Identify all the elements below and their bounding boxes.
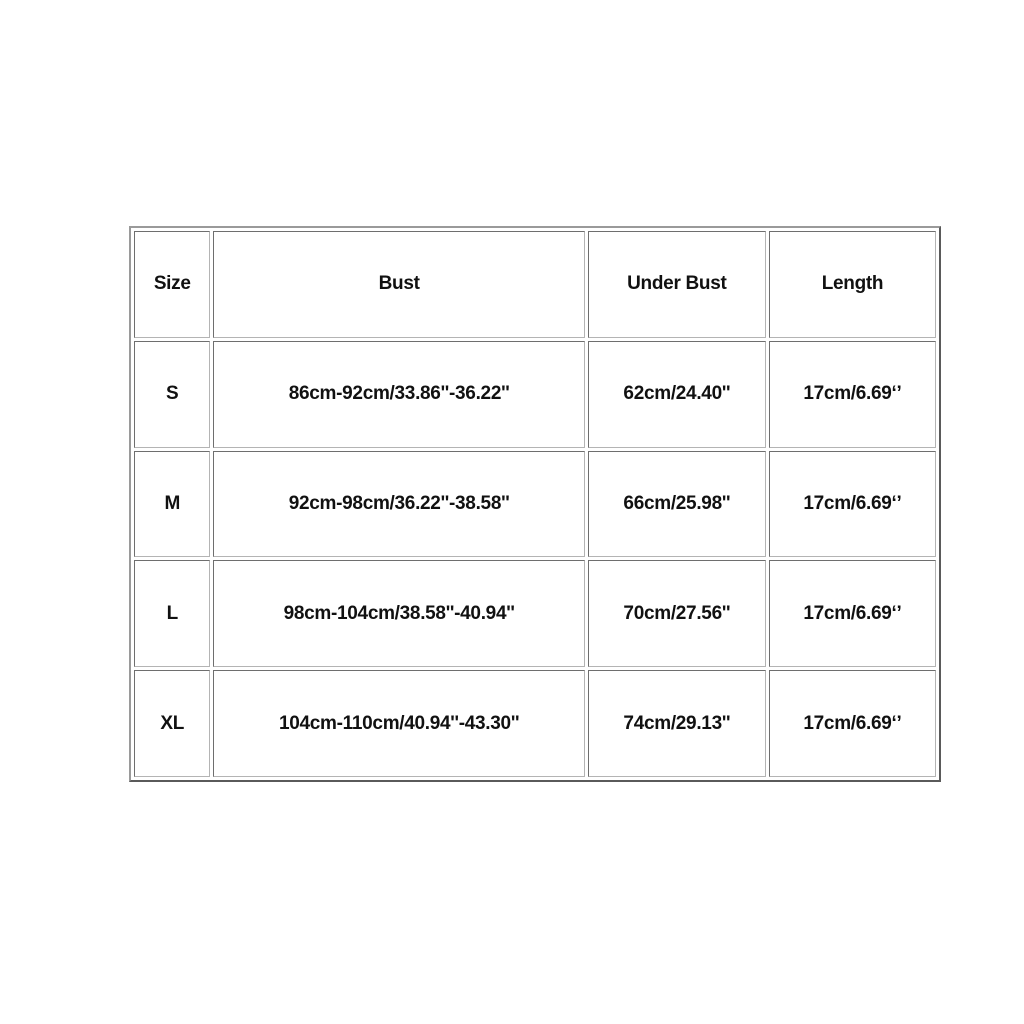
cell-under-bust: 62cm/24.40'': [588, 341, 766, 448]
cell-under-bust: 74cm/29.13'': [588, 670, 766, 777]
table-row: [134, 341, 936, 448]
cell-size: L: [134, 560, 210, 667]
header-size: Size: [134, 231, 210, 338]
cell-length: 17cm/6.69‘’: [769, 670, 936, 777]
cell-size: XL: [134, 670, 210, 777]
cell-under-bust: 66cm/25.98'': [588, 451, 766, 558]
cell-length: 17cm/6.69‘’: [769, 451, 936, 558]
cell-bust: 86cm-92cm/33.86''-36.22'': [213, 341, 584, 448]
cell-bust: 104cm-110cm/40.94''-43.30'': [213, 670, 584, 777]
cell-length: 17cm/6.69‘’: [769, 560, 936, 667]
table-row: [134, 451, 936, 558]
cell-size: M: [134, 451, 210, 558]
header-length: Length: [769, 231, 936, 338]
cell-bust: 98cm-104cm/38.58''-40.94'': [213, 560, 584, 667]
cell-length: 17cm/6.69‘’: [769, 341, 936, 448]
cell-size: S: [134, 341, 210, 448]
cell-under-bust: 70cm/27.56'': [588, 560, 766, 667]
header-under-bust: Under Bust: [588, 231, 766, 338]
table-row: [134, 670, 936, 777]
table-row: [134, 560, 936, 667]
header-bust: Bust: [213, 231, 584, 338]
cell-bust: 92cm-98cm/36.22''-38.58'': [213, 451, 584, 558]
size-chart-table: [129, 226, 941, 782]
table-header-row: [134, 231, 936, 338]
